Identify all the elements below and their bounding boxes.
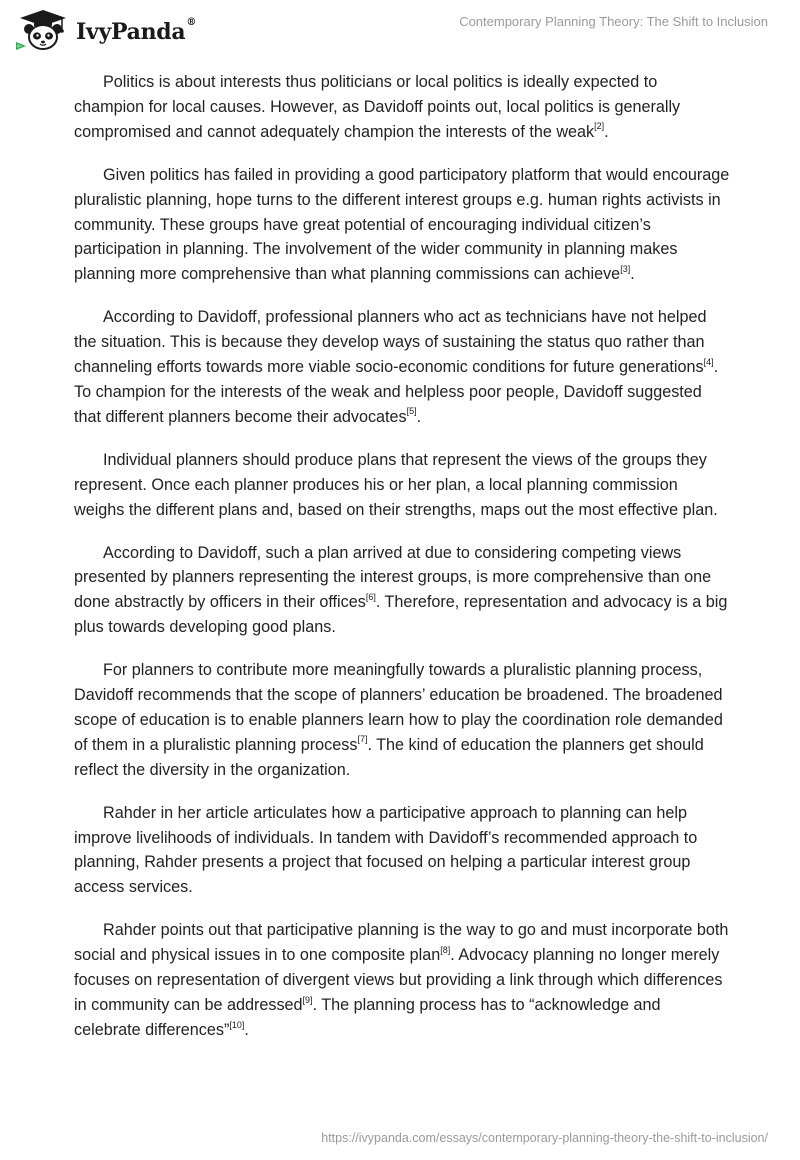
footnote-reference[interactable]: [3] [620, 263, 631, 274]
paragraph-text: Individual planners should produce plans that represent the views of the groups they represent. Once each planner produces his or her plan, a local planning commission weighs the different plans and, based on their strengths, maps out the most effective plan. [74, 450, 718, 519]
panda-graduate-icon [14, 8, 72, 54]
body-paragraph [74, 658, 730, 783]
source-url-link[interactable]: https://ivypanda.com/essays/contemporary-planning-theory-the-shift-to-inclusion/ [321, 1131, 768, 1145]
paragraph-text: . [630, 265, 635, 284]
footnote-reference[interactable]: [5] [406, 406, 417, 417]
paragraph-text: Politics is about interests thus politicians or local politics is ideally expected to champion for local causes. However, as Davidoff points out, local politics is generally compromised and cannot adequately champion the interests of the weak [74, 73, 681, 141]
footnote-reference[interactable]: [2] [594, 121, 605, 132]
footnote-reference[interactable]: [6] [365, 591, 376, 602]
paragraph-text: Given politics has failed in providing a good participatory platform that would encourage pluralistic planning, hope turns to the different interest groups e.g. human rights activists in community. These groups have great potential of encouraging individual citizen’s participation in planning. The involvement of the wider community in planning makes planning more comprehensive than what planning commissions can achieve [74, 165, 730, 284]
paragraph-text: . Advocacy planning no longer merely focuses on representation of divergent views but providing a link through which differences in community can be addressed [74, 946, 723, 1014]
paragraph-text: . [416, 407, 422, 426]
document-title: Contemporary Planning Theory: The Shift to Inclusion [459, 14, 768, 29]
footnote-reference[interactable]: [8] [440, 944, 451, 955]
logo-wordmark [76, 19, 196, 45]
body-paragraph [74, 305, 730, 430]
body-paragraph [74, 541, 730, 641]
footnote-reference[interactable]: [4] [703, 356, 714, 367]
paragraph-text: . To champion for the interests of the weak and helpless poor people, Davidoff suggested that different planners become their advocates [74, 358, 719, 426]
paragraph-text: . [244, 1020, 249, 1039]
footnote-reference[interactable]: [9] [302, 994, 313, 1005]
paragraph-text: According to Davidoff, such a plan arrived at due to considering competing views presented by planners representing the interest groups, is more comprehensive than one done abstractly by officers in their offices [74, 543, 712, 612]
paragraph-text: Rahder points out that participative planning is the way to go and must incorporate both social and physical issues in to one composite plan [74, 921, 729, 965]
page-header [0, 0, 800, 56]
footnote-reference[interactable]: [7] [357, 734, 368, 745]
body-paragraph [74, 163, 730, 288]
paragraph-text: . The planning process has to “acknowledge and celebrate differences” [74, 996, 661, 1039]
body-paragraph [74, 448, 730, 523]
logo-text: IvyPanda [76, 19, 186, 45]
body-paragraph [74, 801, 730, 901]
paragraph-text: . [604, 122, 609, 141]
paragraph-text: For planners to contribute more meaningfully towards a pluralistic planning process, Davidoff recommends that the scope of planners’ education be broadened. The broadened scope of education is to enable planners learn how to play the coordination role demanded of them in a pluralistic planning process [74, 661, 723, 754]
essay-body [74, 70, 730, 1061]
registered-mark: ® [186, 17, 197, 28]
paragraph-text: . The kind of education the planners get should reflect the diversity in the organization. [74, 735, 704, 779]
body-paragraph [74, 918, 730, 1043]
paragraph-text: According to Davidoff, professional planners who act as technicians have not helped the situation. This is because they develop ways of sustaining the status quo rather than channeling efforts towards more viable socio-economic conditions for future generations [74, 308, 707, 377]
body-paragraph [74, 70, 730, 145]
footnote-reference[interactable]: [10] [229, 1019, 245, 1030]
paragraph-text: . Therefore, representation and advocacy is a big plus towards developing good plans. [74, 593, 728, 637]
paragraph-text: Rahder in her article articulates how a participative approach to planning can help improve livelihoods of individuals. In tandem with Davidoff’s recommended approach to planning, Rahder presents a project that focused on helping a particular interest group access services. [74, 803, 698, 897]
ivypanda-logo[interactable] [14, 8, 196, 54]
